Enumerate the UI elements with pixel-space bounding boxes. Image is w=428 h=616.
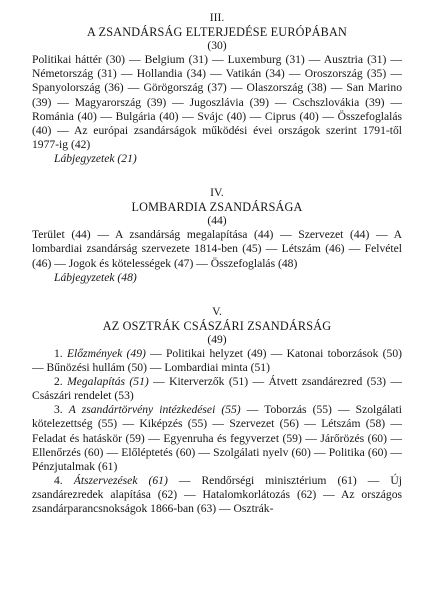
section-page: (49)	[207, 332, 227, 346]
section-title: AZ OSZTRÁK CSÁSZÁRI ZSANDÁRSÁG	[102, 318, 332, 333]
subsection-item	[32, 474, 402, 516]
subsection-item	[32, 347, 402, 375]
section-title: A ZSANDÁRSÁG ELTERJEDÉSE EURÓPÁBAN	[87, 25, 347, 40]
item-contents: — Kiterverzők (51) — Átvett zsandárezred (53) — Császári rendelet (53)	[32, 375, 402, 403]
subsection-item	[32, 375, 402, 403]
footnotes-entry: Lábjegyzetek (21)	[54, 151, 137, 165]
item-title: A zsandártörvény intézkedései (55)	[68, 403, 241, 417]
item-title: Megalapítás (51)	[67, 375, 149, 389]
section-contents: Politikai háttér (30) — Belgium (31) — Luxemburg (31) — Ausztria (31) — Németország (31) — Hollandia (34) — Vatikán (34) — Oroszország (35) — Spanyolország (36) — Görögország (37) — Olaszország (38) — San Marino (39) — Magyarország (39) — Jugoszlávia (39) — Cschszlovákia (39) — Románia (40) — Bulgária (40) — Svájc (40) — Ciprus (40) — Összefoglalás (40) — Az európai zsandárságok működési évei országok szerint 1791-től 1977-ig (42)	[32, 53, 402, 151]
section-4	[32, 186, 402, 285]
item-contents: — Toborzás (55) — Szolgálati kötelezettség (55) — Kiképzés (55) — Szervezet (56) — Létszám (58) — Feladat és hatáskör (59) — Egyenruha és fegyverzet (59) — Járőrözés (60) — Ellenőrzés (60) — Előléptetés (60) — Szolgálati nyelv (60) — Politika (60) — Pénzjutalmak (61)	[32, 403, 402, 473]
item-title: Átszervezések (61)	[73, 473, 168, 487]
section-number: IV.	[210, 186, 224, 200]
subsection-item	[32, 403, 402, 473]
section-page: (30)	[207, 39, 227, 53]
section-contents: Terület (44) — A zsandárság megalapítása (44) — Szervezet (44) — A lombardiai zsandárság szervezete 1814-ben (45) — Létszám (46) — Felvétel (46) — Jogok és kötelességek (47) — Összefoglalás (48)	[32, 228, 402, 270]
section-page: (44)	[207, 214, 227, 228]
item-number: 1.	[54, 346, 63, 360]
footnotes-entry: Lábjegyzetek (48)	[54, 270, 137, 284]
section-number: III.	[209, 11, 225, 24]
item-number: 4.	[54, 473, 63, 487]
item-title: Előzmények (49)	[66, 346, 146, 360]
section-3	[32, 11, 402, 166]
item-number: 2.	[54, 375, 63, 389]
section-number: V.	[212, 304, 222, 318]
item-contents: — Rendőrségi minisztérium (61) — Új zsandárezredek alapítása (62) — Hatalomkorlátozás (62) — Az országos zsandárparancsnokságok 1866-ban (63) — Osztrák-	[32, 473, 402, 515]
item-number: 3.	[54, 403, 63, 417]
section-5	[32, 305, 402, 516]
item-contents: — Politikai helyzet (49) — Katonai toborzások (50) — Bűnözési hullám (50) — Lombardiai minta (51)	[32, 346, 402, 375]
section-title: LOMBARDIA ZSANDÁRSÁGA	[131, 200, 303, 215]
